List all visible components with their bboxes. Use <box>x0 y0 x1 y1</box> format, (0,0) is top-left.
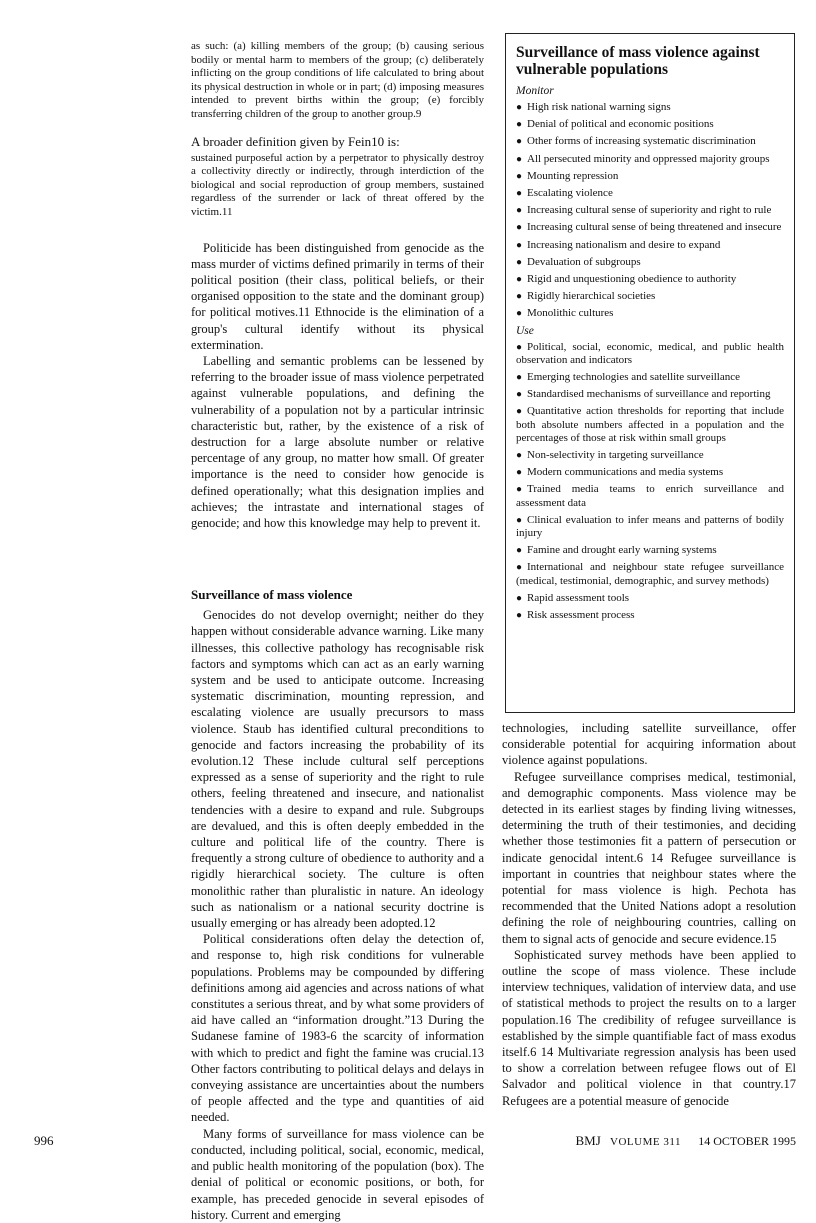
box-item <box>516 290 784 303</box>
bullet-icon: ● <box>516 308 523 320</box>
box-item-text: High risk national warning signs <box>527 101 671 113</box>
box-item <box>516 273 784 286</box>
box-item-text: Political, social, economic, medical, and public health observation and indicators <box>516 340 784 366</box>
box-item-text: Risk assessment process <box>527 609 635 622</box>
box-item-text: Denial of political and economic positions <box>527 118 714 131</box>
box-item <box>516 256 784 269</box>
bullet-icon: ● <box>516 205 523 217</box>
box-item <box>516 239 784 252</box>
box-item-text: Increasing nationalism and desire to expand <box>527 238 721 251</box>
box-item <box>516 341 784 367</box>
bullet-icon: ● <box>516 119 523 131</box>
left-column <box>191 40 484 1223</box>
paragraph-political-considerations: Political considerations often delay the detection of, and response to, high risk conditions for vulnerable populations. Problems may be compounded by differing definitions among aid agencies and across nations of what constitutes a serious threat, and by what some providers of aid have called an “information drought.”13 During the Sudanese famine of 1983-6 the scarcity of information with which to predict and fight the famine was crucial.13 Other factors contributing to political delays and delays in conveying assistance are uncertainties about the numbers of people affected and the type and quantities of aid needed. <box>191 932 484 1125</box>
box-item <box>516 405 784 445</box>
box-item-text: All persecuted minority and oppressed majority groups <box>527 152 770 165</box>
box-title: Surveillance of mass violence against vulnerable populations <box>516 44 760 78</box>
box-item-text: Rigid and unquestioning obedience to authority <box>527 273 737 286</box>
paragraph-forms-of-surveillance: Many forms of surveillance for mass violence can be conducted, including political, social, economic, medical, and public health monitoring of the population (box). The denial of political or economic positions, or both, for example, has preceded genocide in several episodes of history. Current and emerging <box>191 1126 484 1222</box>
paragraph-fein-lead: A broader definition given by Fein10 is: <box>191 133 400 149</box>
bullet-icon: ● <box>516 222 523 234</box>
paragraph-refugee-surveillance: Refugee surveillance comprises medical, testimonial, and demographic components. Mass violence may be detected in its earliest stages by finding living witnesses, determining the truth of their testimonies, and deciding whether those testimonies fit a pattern of persecution or indicate genocidal intent.6 14 Refugee surveillance is important in countries that neighbour states where the potential for mass violence is high. Pechota has recommended that the United Nations adopt a resolution defining the role of neighbouring countries, calling on them to signal acts of genocide and secure evidence.15 <box>502 769 796 946</box>
bullet-icon: ● <box>516 372 523 384</box>
box-item-text: Devaluation of subgroups <box>527 255 641 268</box>
box-item-text: Monolithic cultures <box>527 307 614 320</box>
journal-name: BMJ <box>575 1133 601 1148</box>
journal-volume: VOLUME 311 <box>610 1136 681 1148</box>
surveillance-box <box>505 33 795 713</box>
box-item-text: Mounting repression <box>527 169 619 182</box>
box-item <box>516 371 784 384</box>
bullet-icon: ● <box>516 514 523 526</box>
bullet-icon: ● <box>516 256 523 268</box>
journal-footer <box>576 1133 797 1149</box>
box-item <box>516 307 784 320</box>
box-item <box>516 101 784 114</box>
bullet-icon: ● <box>516 562 523 574</box>
box-item-text: Escalating violence <box>527 187 613 200</box>
bullet-icon: ● <box>516 341 523 353</box>
paragraph-survey-methods: Sophisticated survey methods have been applied to outline the scope of mass violence. These include interview techniques, validation of interview data, and use of statistical methods to project the results on to a larger population.16 The credibility of refugee surveillance is established by the simple quantifiable fact of mass exodus itself.6 14 Multivariate regression analysis has been used to show a correlation between refugee flows out of El Salvador and political violence in that country.17 Refugees are a potential measure of genocide <box>502 947 796 1108</box>
box-item-text: Trained media teams to enrich surveillance and assessment data <box>516 483 784 509</box>
box-item-text: Other forms of increasing systematic discrimination <box>527 135 756 148</box>
paragraph-labelling: Labelling and semantic problems can be lessened by referring to the broader issue of mass violence perpetrated against vulnerable populations, and defining the vulnerability of a population not by a particular intrinsic characteristic but, rather, by the existence of a risk of destruction for a large absolute number or relative percentage of any group, no matter how small. Of greater importance is the need to consider how genocide is defined operationally; what this designation implies and achieves; the intrastate and international stages of genocide; and how this knowledge may help to prevent it. <box>191 353 484 530</box>
bullet-icon: ● <box>516 406 523 418</box>
monitor-list <box>516 101 784 321</box>
box-item-text: Increasing cultural sense of being threatened and insecure <box>527 221 782 234</box>
box-item-text: Modern communications and media systems <box>527 466 724 479</box>
box-item-text: Standardised mechanisms of surveillance and reporting <box>527 388 771 401</box>
box-item <box>516 388 784 401</box>
bullet-icon: ● <box>516 136 523 148</box>
box-item <box>516 609 784 622</box>
bullet-icon: ● <box>516 291 523 303</box>
bullet-icon: ● <box>516 170 523 182</box>
box-item-text: Increasing cultural sense of superiority and right to rule <box>527 204 772 217</box>
bullet-icon: ● <box>516 484 523 496</box>
box-item <box>516 592 784 605</box>
box-item-text: Non-selectivity in targeting surveillance <box>527 449 704 462</box>
box-item <box>516 449 784 462</box>
section-heading-surveillance: Surveillance of mass violence <box>191 587 353 603</box>
page-number: 996 <box>34 1133 54 1148</box>
box-item <box>516 483 784 509</box>
bullet-icon: ● <box>516 239 523 251</box>
paragraph-politicide: Politicide has been distinguished from genocide as the mass murder of victims defined primarily in terms of their political position (their class, political beliefs, or their organised opposition to the state and the dominant group) for political motives.11 Ethnocide is the elimination of a group's cultural identify without its physical extermination. <box>191 240 484 352</box>
box-item-text: Clinical evaluation to infer means and patterns of bodily injury <box>516 513 784 540</box>
box-item <box>516 204 784 217</box>
box-item <box>516 135 784 148</box>
bullet-icon: ● <box>516 545 523 557</box>
bullet-icon: ● <box>516 610 523 622</box>
box-item-text: Famine and drought early warning systems <box>527 544 717 557</box>
box-item <box>516 544 784 557</box>
box-item-text: Rapid assessment tools <box>527 591 630 604</box>
bullet-icon: ● <box>516 153 523 165</box>
box-item-text: Quantitative action thresholds for reporting that include both absolute numbers affected in a population and the percentages of those at risk within small groups <box>516 405 784 444</box>
bullet-icon: ● <box>516 188 523 200</box>
bullet-icon: ● <box>516 102 523 113</box>
bullet-icon: ● <box>516 450 523 462</box>
use-label: Use <box>516 324 534 337</box>
bullet-icon: ● <box>516 592 523 604</box>
journal-date: 14 OCTOBER 1995 <box>698 1134 796 1148</box>
box-item-text: International and neighbour state refugee surveillance (medical, testimonial, demographic, and survey methods) <box>516 561 784 587</box>
paragraph-definition-list: as such: (a) killing members of the group; (b) causing serious bodily or mental harm to members of the group; (c) deliberately inflicting on the group conditions of life calculated to bring about its physical destruction in whole or in part; (d) imposing measures intended to prevent births within the group; (e) forcibly transferring children of the group to another group.9 <box>191 40 484 120</box>
box-item <box>516 187 784 200</box>
box-item-text: Emerging technologies and satellite surveillance <box>527 371 741 384</box>
right-column <box>502 720 796 1109</box>
box-item <box>516 170 784 183</box>
bullet-icon: ● <box>516 274 523 286</box>
box-item <box>516 221 784 234</box>
use-list <box>516 341 784 623</box>
paragraph-technologies: technologies, including satellite surveillance, offer considerable potential for acquiring information about violence against populations. <box>502 721 796 768</box>
bullet-icon: ● <box>516 467 523 479</box>
box-item <box>516 118 784 131</box>
box-item <box>516 153 784 166</box>
monitor-label: Monitor <box>516 85 554 97</box>
fein-quote: sustained purposeful action by a perpetrator to physically destroy a collectivity directly or indirectly, through interdiction of the biological and social reproduction of group members, sustained regardless of the surrender or lack of threat offered by the victim.11 <box>191 151 484 218</box>
box-item-text: Rigidly hierarchical societies <box>527 290 656 303</box>
paragraph-genocides-develop: Genocides do not develop overnight; neither do they happen without considerable advance warning. Like many illnesses, this collective pathology has recognisable risk factors and symptoms which can act as an early warning system and be used to anticipate outcome. Increasing systematic discrimination, mounting repression, and escalating violence are usually precursors to mass violence. Staub has identified cultural preconditions to genocide and factors increasing the probability of its evolution.12 These include cultural self perceptions expressed as a sense of superiority and the right to rule others, feeling threatened and insecure, and nationalist tendencies with a desire to expand and rule. Subgroups are devalued, and this is often deeply embedded in the culture and political life of the country. There is frequently a strong culture of obedience to authority and a rigidly hierarchical society. The culture is often monolithic rather than pluralistic in nature. An ideology such as nationalism or a national security doctrine is usually emerging or has already been adopted.12 <box>191 608 484 931</box>
box-item <box>516 561 784 587</box>
box-item <box>516 514 784 540</box>
box-item <box>516 466 784 479</box>
bullet-icon: ● <box>516 389 523 401</box>
